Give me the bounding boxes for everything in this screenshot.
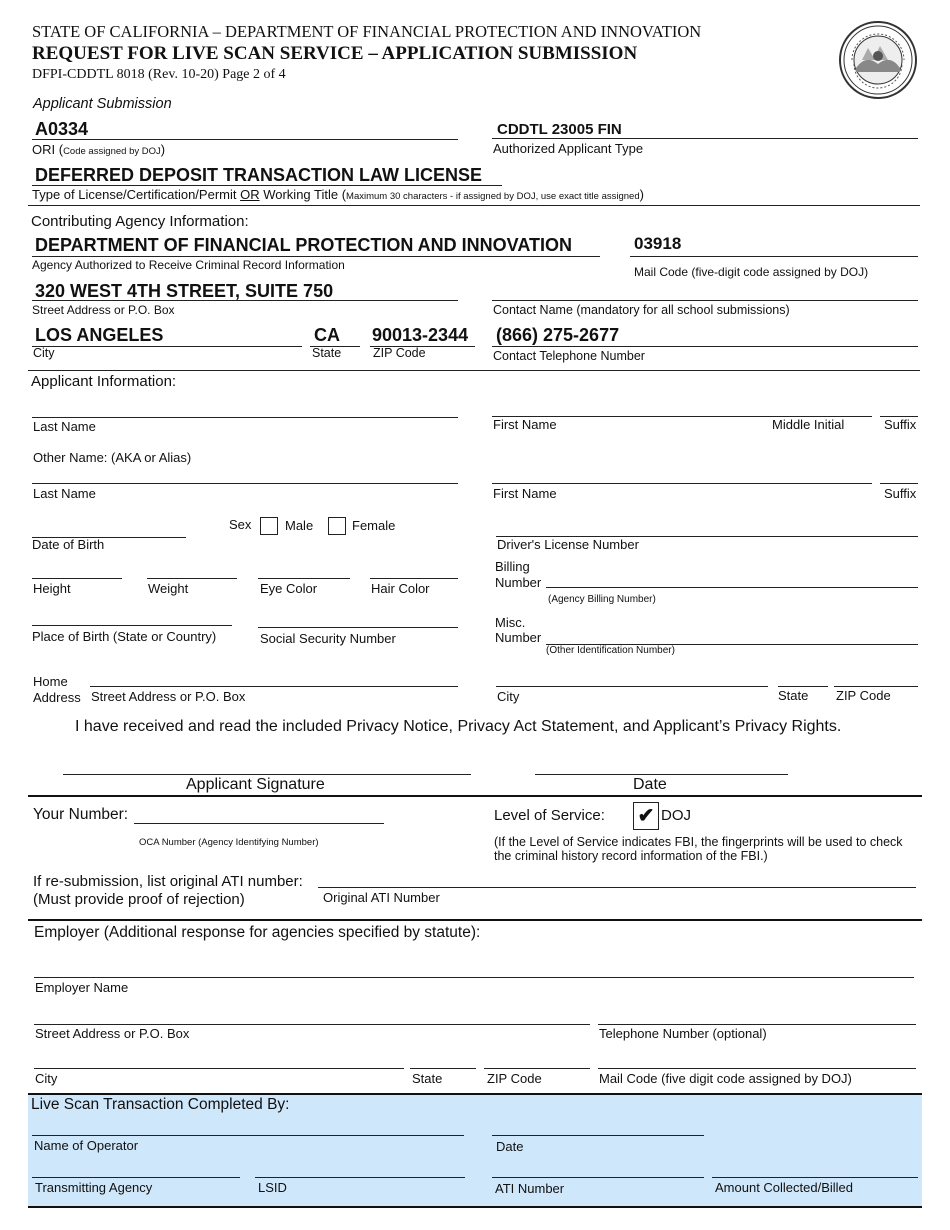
applicant-type-line	[492, 138, 918, 139]
home-zip-line[interactable]	[834, 686, 918, 687]
divider	[28, 370, 920, 371]
drivers-license-label: Driver's License Number	[497, 537, 639, 552]
applicant-type-label: Authorized Applicant Type	[493, 141, 644, 156]
employer-heading: Employer (Additional response for agencies specified by statute):	[34, 924, 481, 941]
agency-name-label: Agency Authorized to Receive Criminal Record Information	[32, 258, 345, 272]
phone-line	[492, 346, 918, 347]
zip-label: ZIP Code	[373, 346, 426, 360]
aka-first-name-line[interactable]	[492, 483, 872, 484]
live-scan-heading: Live Scan Transaction Completed By:	[31, 1096, 290, 1113]
ori-label: ORI (Code assigned by DOJ)	[32, 142, 166, 157]
employer-name-label: Employer Name	[35, 980, 129, 995]
home-zip-label: ZIP Code	[836, 688, 891, 703]
dob-label: Date of Birth	[32, 537, 105, 552]
misc-label-2: Number	[495, 630, 542, 645]
billing-note: (Agency Billing Number)	[548, 594, 656, 605]
female-checkbox[interactable]	[328, 517, 346, 535]
city-label: City	[33, 346, 55, 360]
divider	[28, 919, 922, 921]
employer-mail-code-line[interactable]	[598, 1068, 916, 1069]
first-name-label: First Name	[493, 417, 557, 432]
resubmission-label-2: (Must provide proof of rejection)	[33, 891, 245, 908]
place-of-birth-label: Place of Birth (State or Country)	[32, 629, 217, 644]
ori-line	[32, 139, 458, 140]
applicant-submission-heading: Applicant Submission	[33, 96, 172, 112]
employer-phone-label: Telephone Number (optional)	[599, 1026, 767, 1041]
agency-name-line	[32, 256, 600, 257]
billing-label-1: Billing	[495, 559, 530, 574]
employer-mail-code-label: Mail Code (five digit code assigned by DOJ)	[599, 1071, 852, 1086]
oca-note: OCA Number (Agency Identifying Number)	[139, 837, 319, 848]
level-of-service-label: Level of Service:	[494, 807, 605, 824]
ssn-line[interactable]	[258, 627, 458, 628]
applicant-type-value[interactable]: CDDTL 23005 FIN	[497, 121, 622, 138]
height-label: Height	[33, 581, 71, 596]
mail-code-line	[630, 256, 918, 257]
employer-zip-label: ZIP Code	[487, 1071, 542, 1086]
employer-zip-line[interactable]	[484, 1068, 590, 1069]
zip-value[interactable]: 90013-2344	[372, 325, 469, 345]
place-of-birth-line[interactable]	[32, 625, 232, 626]
state-value[interactable]: CA	[314, 325, 340, 345]
header-agency-line: STATE OF CALIFORNIA – DEPARTMENT OF FINANCIAL PROTECTION AND INNOVATION	[32, 22, 702, 41]
ssn-label: Social Security Number	[260, 631, 396, 646]
aka-suffix-line[interactable]	[880, 483, 918, 484]
female-label: Female	[352, 518, 396, 533]
your-number-label: Your Number:	[33, 806, 129, 823]
ori-value[interactable]: A0334	[35, 119, 89, 139]
livescan-date-label: Date	[496, 1139, 524, 1154]
transmitting-agency-line[interactable]	[32, 1177, 240, 1178]
eye-color-line[interactable]	[258, 578, 350, 579]
home-street-label: Street Address or P.O. Box	[91, 689, 246, 704]
city-value[interactable]: LOS ANGELES	[35, 325, 164, 345]
last-name-line[interactable]	[32, 417, 458, 418]
original-ati-line[interactable]	[318, 887, 916, 888]
ati-number-label: ATI Number	[495, 1181, 565, 1196]
misc-label-1: Misc.	[495, 615, 526, 630]
employer-phone-line[interactable]	[598, 1024, 916, 1025]
signature-line[interactable]	[63, 774, 471, 775]
transmitting-agency-label: Transmitting Agency	[35, 1180, 153, 1195]
height-line[interactable]	[32, 578, 122, 579]
divider	[28, 1206, 922, 1208]
home-city-line[interactable]	[496, 686, 768, 687]
suffix-label: Suffix	[884, 417, 917, 432]
resubmission-label-1: If re-submission, list original ATI number:	[33, 873, 303, 890]
employer-street-line[interactable]	[34, 1024, 590, 1025]
doj-checkbox[interactable]: ✔	[633, 802, 659, 830]
misc-note: (Other Identification Number)	[546, 645, 675, 656]
aka-last-name-label: Last Name	[33, 486, 96, 501]
amount-label: Amount Collected/Billed	[715, 1180, 854, 1195]
employer-name-line[interactable]	[34, 977, 914, 978]
aka-suffix-label: Suffix	[884, 486, 917, 501]
sex-label: Sex	[229, 517, 252, 532]
fbi-note-2: the criminal history record information of the FBI.)	[494, 849, 768, 863]
original-ati-label: Original ATI Number	[323, 890, 440, 905]
agency-heading: Contributing Agency Information:	[31, 213, 249, 230]
street-label: Street Address or P.O. Box	[32, 303, 175, 317]
male-checkbox[interactable]	[260, 517, 278, 535]
amount-line[interactable]	[712, 1177, 918, 1178]
home-city-label: City	[497, 689, 520, 704]
last-name-label: Last Name	[33, 419, 96, 434]
home-label-2: Address	[33, 690, 81, 705]
signature-label: Applicant Signature	[186, 776, 325, 793]
license-line	[32, 185, 502, 186]
hair-color-label: Hair Color	[371, 581, 430, 596]
operator-line[interactable]	[32, 1135, 464, 1136]
male-label: Male	[285, 518, 314, 533]
license-value[interactable]: DEFERRED DEPOSIT TRANSACTION LAW LICENSE	[35, 165, 483, 185]
home-label-1: Home	[33, 674, 68, 689]
signature-date-label: Date	[633, 776, 667, 793]
your-number-line[interactable]	[134, 823, 384, 824]
mail-code-label: Mail Code (five-digit code assigned by DOJ)	[634, 265, 869, 279]
billing-label-2: Number	[495, 575, 542, 590]
contact-name-line[interactable]	[492, 300, 918, 301]
contact-name-label: Contact Name (mandatory for all school submissions)	[493, 303, 790, 317]
agency-name-value[interactable]: DEPARTMENT OF FINANCIAL PROTECTION AND INNOVATION	[35, 235, 572, 255]
weight-label: Weight	[148, 581, 189, 596]
form-title: REQUEST FOR LIVE SCAN SERVICE – APPLICATION SUBMISSION	[32, 43, 638, 64]
home-state-label: State	[778, 688, 809, 703]
street-value[interactable]: 320 WEST 4TH STREET, SUITE 750	[35, 281, 334, 301]
weight-line[interactable]	[147, 578, 237, 579]
form-id: DFPI-CDDTL 8018 (Rev. 10-20) Page 2 of 4	[32, 67, 286, 82]
eye-color-label: Eye Color	[260, 581, 318, 596]
phone-label: Contact Telephone Number	[493, 349, 645, 363]
home-state-line[interactable]	[778, 686, 828, 687]
aka-first-name-label: First Name	[493, 486, 557, 501]
street-line	[32, 300, 458, 301]
middle-initial-label: Middle Initial	[772, 417, 845, 432]
employer-state-label: State	[412, 1071, 443, 1086]
divider	[28, 795, 922, 797]
operator-label: Name of Operator	[34, 1138, 139, 1153]
other-name-label: Other Name: (AKA or Alias)	[33, 450, 192, 465]
phone-value[interactable]: (866) 275-2677	[496, 325, 620, 345]
employer-street-label: Street Address or P.O. Box	[35, 1026, 190, 1041]
employer-city-line[interactable]	[34, 1068, 404, 1069]
hair-color-line[interactable]	[370, 578, 458, 579]
city-line	[32, 346, 302, 347]
applicant-heading: Applicant Information:	[31, 373, 177, 390]
employer-state-line[interactable]	[410, 1068, 476, 1069]
divider	[28, 205, 920, 206]
ati-number-line[interactable]	[492, 1177, 704, 1178]
billing-number-line[interactable]	[546, 587, 918, 588]
privacy-statement: I have received and read the included Privacy Notice, Privacy Act Statement, and Applicant’s Privacy Rights.	[75, 718, 842, 735]
home-street-line[interactable]	[90, 686, 458, 687]
lsid-line[interactable]	[255, 1177, 465, 1178]
aka-last-name-line[interactable]	[32, 483, 458, 484]
state-label: State	[312, 346, 342, 360]
fbi-note-1: (If the Level of Service indicates FBI, the fingerprints will be used to check	[494, 835, 903, 849]
doj-label: DOJ	[661, 807, 691, 824]
employer-city-label: City	[35, 1071, 58, 1086]
lsid-label: LSID	[258, 1180, 287, 1195]
state-seal-icon	[838, 20, 918, 100]
signature-date-line[interactable]	[535, 774, 788, 775]
license-label: Type of License/Certification/Permit OR Working Title (Maximum 30 characters - if assigned by DOJ, use exact title assigned)	[32, 187, 644, 202]
mail-code-value[interactable]: 03918	[634, 234, 682, 253]
livescan-date-line[interactable]	[492, 1135, 704, 1136]
